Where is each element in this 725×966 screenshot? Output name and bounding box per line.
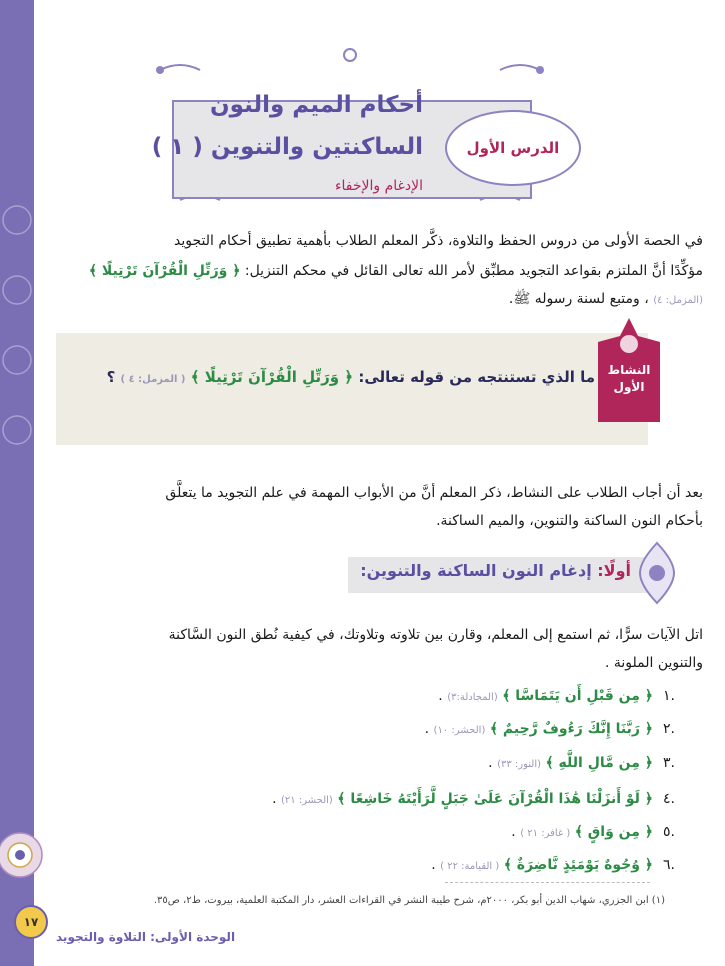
list-item xyxy=(488,755,653,771)
lesson-badge xyxy=(445,110,581,186)
list-item xyxy=(511,824,653,840)
lesson-title-line1: أحكام الميم والنون xyxy=(210,92,423,118)
lesson-title-line2: الساكنتين والتنوين ( ١ ) xyxy=(151,134,423,160)
intro-line-3-text: ، ومتبع لسنة رسوله ﷺ. xyxy=(508,291,649,307)
verse-number: ٣. xyxy=(663,755,675,771)
activity-verse-ref: ( المزمل: ٤ ) xyxy=(120,374,186,385)
activity-badge-line2: الأول xyxy=(613,380,645,394)
intro-line-1: في الحصة الأولى من دروس الحفظ والتلاوة، ذكَّر المعلم الطلاب بأهمية تطبيق أحكام التجويد xyxy=(173,233,703,249)
instruction-line-2: والتنوين الملونة . xyxy=(604,655,703,671)
verse-ref: (النور: ٣٣) xyxy=(497,759,542,770)
arabesque-pattern-icon xyxy=(0,180,34,480)
after-line-2: بأحكام النون الساكنة والتنوين، والميم الساكنة. xyxy=(436,513,703,529)
activity-question-end: ؟ xyxy=(106,368,116,386)
activity-badge-line1: النشاط xyxy=(607,363,651,377)
unit-label: الوحدة الأولى: التلاوة والتجويد xyxy=(56,930,236,944)
verse-end: . xyxy=(488,755,493,771)
activity-quran-verse: ﴿ وَرَتِّلِ الْقُرْآنَ تَرْتِيلًا ﴾ xyxy=(190,368,354,386)
section-heading xyxy=(360,561,631,580)
verse-ref: ( القيامة: ٢٢ ) xyxy=(440,861,500,872)
page-number: ١٧ xyxy=(14,905,48,939)
footnote: (١) ابن الجزري، شهاب الدين أبو بكر، ٢٠٠٠م، شرح طيبة النشر في القراءات العشر، دار المكتبة العلمية، بيروت، ط٢، ص٣٥. xyxy=(153,895,665,906)
section-heading-title: إدغام النون الساكنة والتنوين: xyxy=(360,561,592,580)
intro-verse-ref: (المزمل: ٤) xyxy=(653,295,703,306)
verse-end: . xyxy=(431,857,436,873)
verse-number: ١. xyxy=(663,688,675,704)
instruction-line-1: اتل الآيات سرًّا، ثم استمع إلى المعلم، وقارن بين تلاوته وتلاوتك، في كيفية نُطق النون السَّاكنة xyxy=(168,627,703,643)
verse-text: ﴿ رَبَّنَا إِنَّكَ رَءُوفٌ رَّحِيمٌ ﴾ xyxy=(489,721,653,737)
activity-question-text: ما الذي تستنتجه من قوله تعالى: xyxy=(358,368,595,386)
verse-number: ٤. xyxy=(663,791,675,807)
list-item xyxy=(438,688,653,704)
activity-question xyxy=(107,368,595,386)
activity-box xyxy=(56,333,648,445)
activity-badge-text xyxy=(606,362,652,396)
verse-text: ﴿ مِن مَّالِ اللَّهِ ﴾ xyxy=(545,755,653,771)
list-item xyxy=(272,791,653,807)
verse-text: ﴿ مِن قَبْلِ أَن يَتَمَاسَّا ﴾ xyxy=(502,688,653,704)
verse-end: . xyxy=(272,791,277,807)
intro-line-3 xyxy=(509,284,703,316)
verse-number: ٦. xyxy=(663,857,675,873)
verse-number: ٢. xyxy=(663,721,675,737)
verse-end: . xyxy=(438,688,443,704)
verse-text: ﴿ مِن وَاقٍ ﴾ xyxy=(574,824,653,840)
verse-ref: (الحشر: ١٠) xyxy=(433,725,486,736)
verse-ref: (الحشر: ٢١) xyxy=(280,795,333,806)
footnote-divider xyxy=(445,882,650,883)
verse-end: . xyxy=(424,721,430,737)
list-item xyxy=(425,721,653,737)
section-ornament-icon xyxy=(636,541,678,605)
lesson-badge-label: الدرس الأول xyxy=(466,139,560,157)
verse-ref: (المجادلة:٣) xyxy=(447,692,498,703)
intro-line-2 xyxy=(89,256,703,286)
lesson-subtitle: الإدغام والإخفاء xyxy=(334,178,423,194)
verse-ref: ( غافر: ٢١ ) xyxy=(520,828,571,839)
list-item xyxy=(431,857,653,873)
verse-text: ﴿ لَوْ أَنزَلْنَا هَٰذَا الْقُرْآنَ عَلَىٰ جَبَلٍ لَّرَأَيْتَهُ خَاشِعًا ﴾ xyxy=(337,791,653,807)
corner-ornament-icon xyxy=(0,820,50,890)
intro-quran-verse: ﴿ وَرَتِّلِ الْقُرْآنَ تَرْتِيلًا ﴾ xyxy=(88,263,241,279)
verse-number: ٥. xyxy=(663,824,675,840)
verse-text: ﴿ وُجُوهٌ يَوْمَئِذٍ نَّاضِرَةٌ ﴾ xyxy=(503,857,653,873)
intro-line-2-text: مؤكِّدًا أنَّ الملتزم بقواعد التجويد مطبِّق لأمر الله تعالى القائل في محكم التنزيل: xyxy=(244,263,703,279)
verse-end: . xyxy=(511,824,516,840)
section-heading-first: أولًا: xyxy=(597,561,631,580)
after-line-1: بعد أن أجاب الطلاب على النشاط، ذكر المعلم أنَّ من الأبواب المهمة في علم التجويد ما يتعلَّق xyxy=(165,485,703,501)
